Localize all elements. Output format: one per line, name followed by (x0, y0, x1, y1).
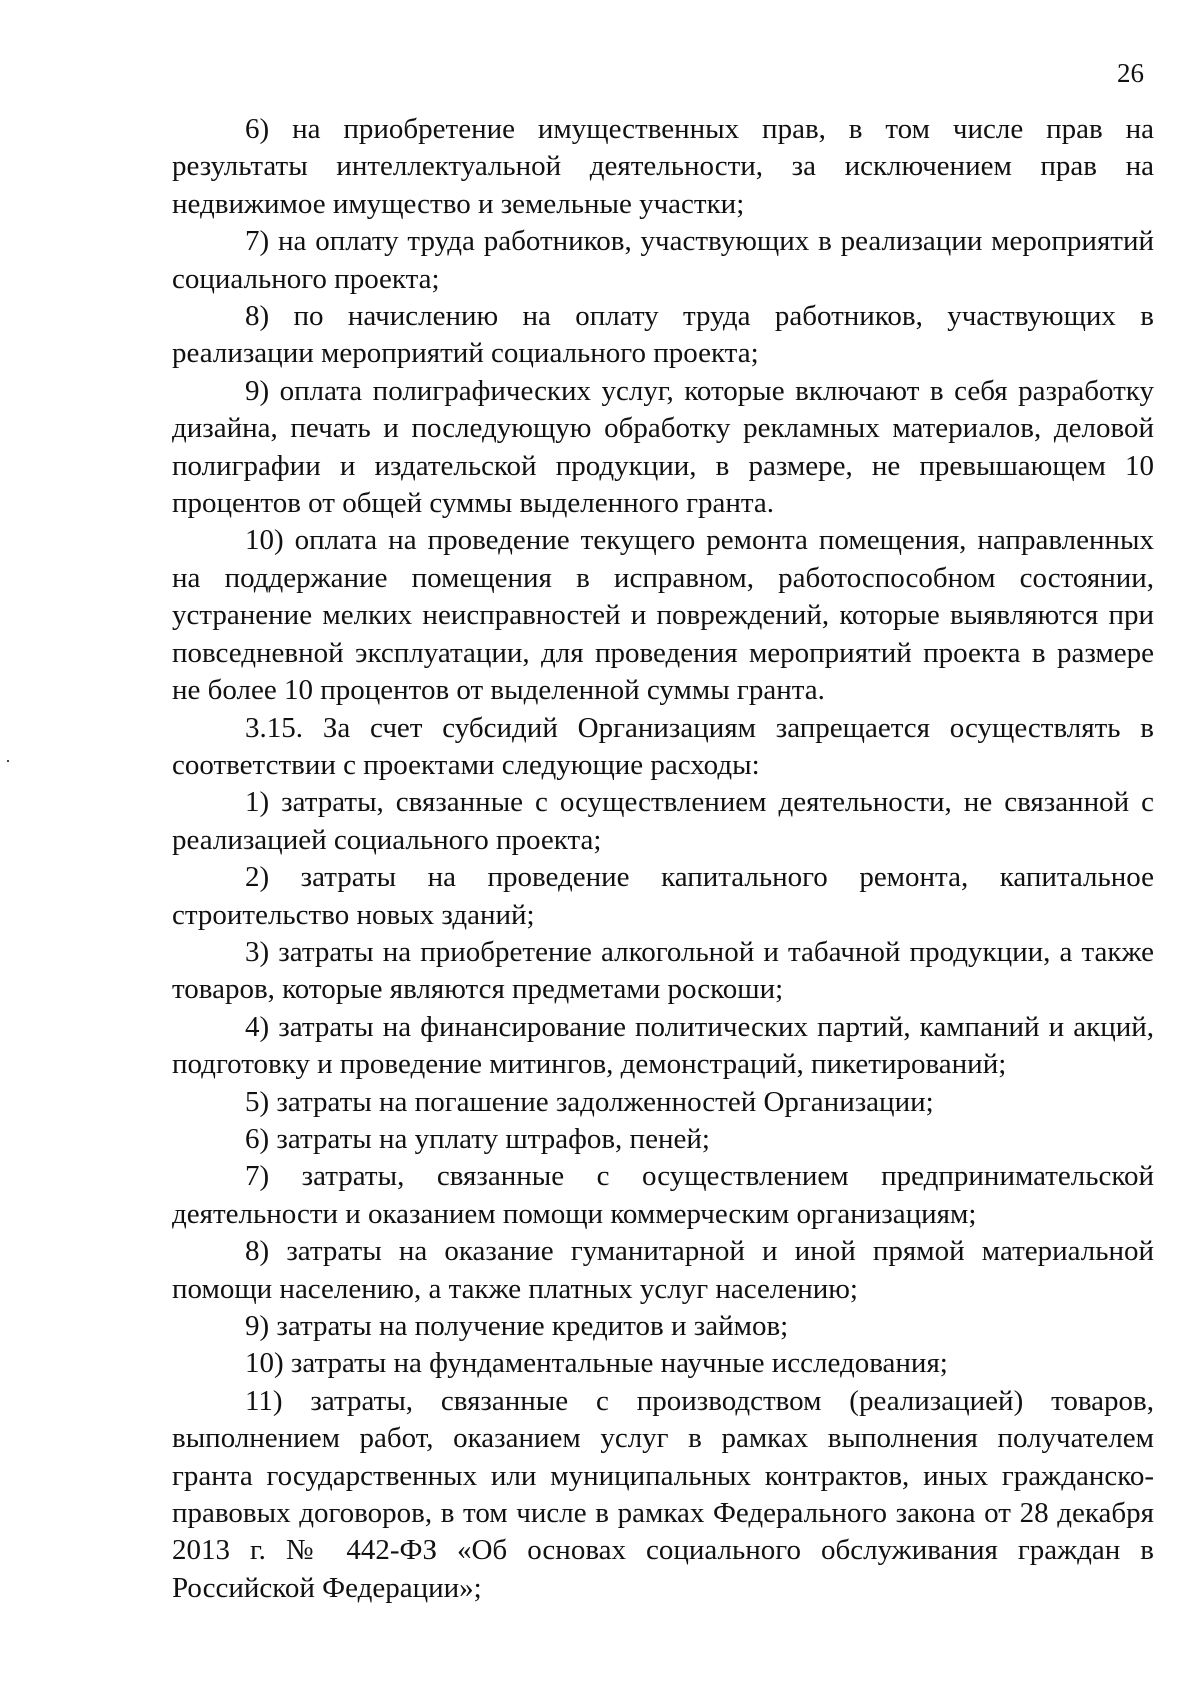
paragraph-item-6-property-rights: 6) на приобретение имущественных прав, в том числе прав на результаты интеллектуальной деятельности, за исключением прав на недвижимое имущество и земельные участки; (172, 113, 1154, 220)
paragraph-prohibited-8: 8) затраты на оказание гуманитарной и иной прямой материальной помощи населению, а также платных услуг населению; (172, 1235, 1154, 1305)
paragraph-prohibited-3: 3) затраты на приобретение алкогольной и табачной продукции, а также товаров, которые являются предметами роскоши; (172, 935, 1154, 1006)
document-body (172, 111, 1154, 1607)
paragraph-prohibited-2: 2) затраты на проведение капитального ремонта, капитальное строительство новых зданий; (172, 861, 1154, 931)
paragraph-prohibited-10: 10) затраты на фундаментальные научные исследования; (245, 1347, 948, 1380)
paragraph-prohibited-9: 9) затраты на получение кредитов и займов; (245, 1310, 789, 1342)
paragraph-prohibited-7: 7) затраты, связанные с осуществлением предпринимательской деятельности и оказанием помощи коммерческим организациям; (172, 1160, 1154, 1230)
paragraph-prohibited-5: 5) затраты на погашение задолженностей Организации; (245, 1085, 934, 1118)
page-number: 26 (1117, 58, 1144, 88)
paragraph-item-7-labor-payment: 7) на оплату труда работников, участвующих в реализации мероприятий социального проекта; (172, 225, 1154, 295)
paragraph-prohibited-6: 6) затраты на уплату штрафов, пеней; (245, 1122, 710, 1155)
paragraph-prohibited-1: 1) затраты, связанные с осуществлением деятельности, не связанной с реализацией социального проекта; (172, 786, 1154, 856)
paragraph-prohibited-11: 11) затраты, связанные с производством (реализацией) товаров, выполнением работ, оказанием услуг в рамках выполнения получателем гранта государственных или муниципальных контрактов, иных гражданско-правовых договоров, в том числе в рамках Федерального закона от 28 декабря 2013 г. № 442-ФЗ «Об основах социального обслуживания граждан в Российской Федерации»; (172, 1384, 1154, 1604)
paragraph-section-3-15: 3.15. За счет субсидий Организациям запрещается осуществлять в соответствии с проектами следующие расходы: (172, 711, 1154, 781)
paragraph-item-9-printing-services: 9) оплата полиграфических услуг, которые включают в себя разработку дизайна, печать и последующую обработку рекламных материалов, деловой полиграфии и издательской продукции, в размере, не превышающем 10 процентов от общей суммы выделенного гранта. (172, 374, 1154, 520)
scan-speck (7, 760, 9, 762)
paragraph-item-10-current-repair: 10) оплата на проведение текущего ремонта помещения, направленных на поддержание помещения в исправном, работоспособном состоянии, устранение мелких неисправностей и повреждений, которые выявляются при повседневной эксплуатации, для проведения мероприятий проекта в размере не более 10 процентов от выделенной суммы гранта. (172, 524, 1154, 707)
paragraph-item-8-labor-accruals: 8) по начислению на оплату труда работников, участвующих в реализации мероприятий социального проекта; (172, 300, 1154, 370)
paragraph-prohibited-4: 4) затраты на финансирование политических партий, кампаний и акций, подготовку и проведение митингов, демонстраций, пикетирований; (172, 1010, 1154, 1081)
